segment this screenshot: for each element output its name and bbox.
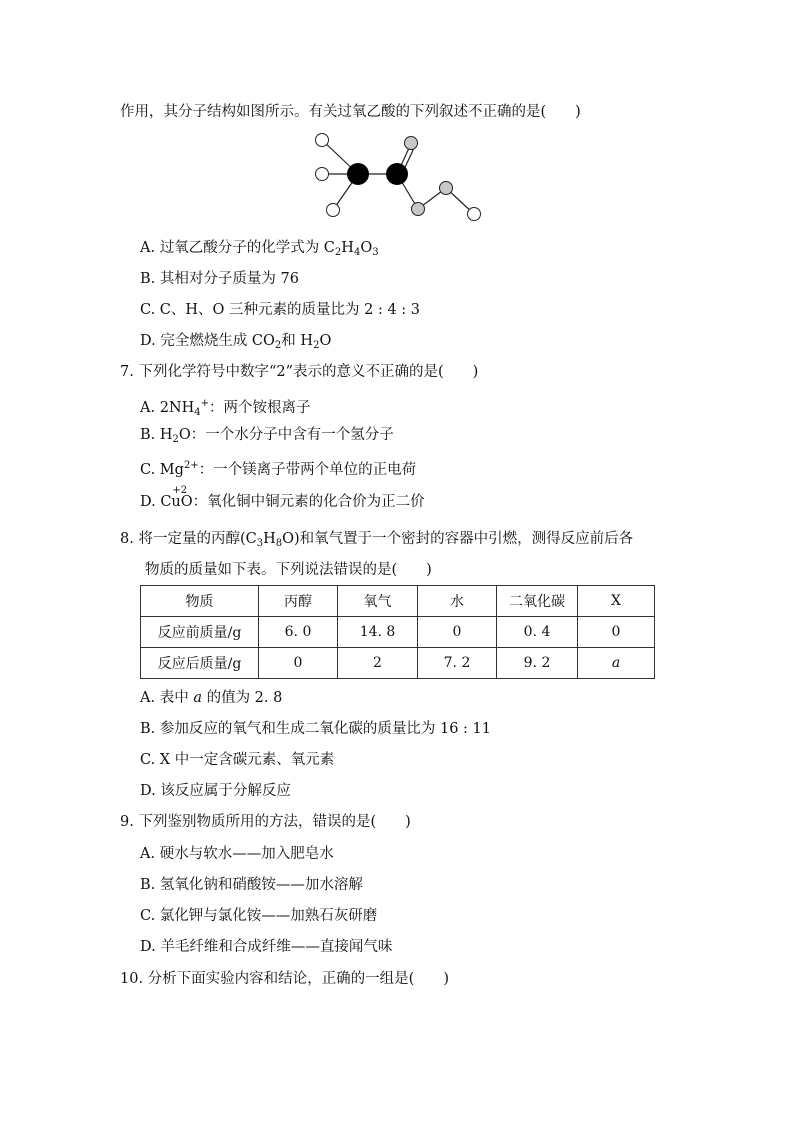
q7-option-a: A. $2NH_4^+$：两个铵根离子 — [140, 398, 311, 418]
q7-stem: 7. 下列化学符号中数字“2”表示的意义不正确的是( ) — [120, 364, 479, 380]
c-atom-1 — [347, 163, 369, 185]
table-cell: 0 — [578, 617, 655, 648]
intro-line: 作用，其分子结构如图所示。有关过氧乙酸的下列叙述不正确的是( ) — [120, 104, 581, 120]
table-cell: 9. 2 — [497, 648, 578, 679]
table-cell: 7. 2 — [418, 648, 497, 679]
table-row — [141, 617, 655, 648]
q9-option-b: B. 氢氧化钠和硝酸铵——加水溶解 — [140, 877, 363, 893]
table-header-cell: 二氧化碳 — [497, 586, 578, 617]
q8-option-c: C. X 中一定含碳元素、氧元素 — [140, 752, 335, 768]
q8-stem-line-1: 8. 将一定量的丙醇$(C_3H_8O)$和氧气置于一个密封的容器中引燃，测得反应前后各 — [120, 531, 634, 549]
table-cell: 0. 4 — [497, 617, 578, 648]
table-cell: 反应前质量/g — [141, 617, 259, 648]
table-cell: 0 — [259, 648, 338, 679]
q9-option-a: A. 硬水与软水——加入肥皂水 — [140, 846, 334, 862]
table-header-row — [141, 586, 655, 617]
table-cell: 反应后质量/g — [141, 648, 259, 679]
table-cell: 6. 0 — [259, 617, 338, 648]
q10-stem: 10. 分析下面实验内容和结论，正确的一组是( ) — [120, 971, 449, 987]
q8-stem-line-2: 物质的质量如下表。下列说法错误的是( ) — [145, 562, 432, 578]
h-atom-3 — [327, 204, 340, 217]
peracetic-acid-molecule-figure — [300, 130, 500, 230]
o-atom-1 — [405, 137, 418, 150]
o-atom-3 — [440, 182, 453, 195]
table-header-cell: 物质 — [141, 586, 259, 617]
table-header-cell: X — [578, 586, 655, 617]
q9-option-c: C. 氯化钾与氯化铵——加熟石灰研磨 — [140, 908, 378, 924]
q6-option-b: B. 其相对分子质量为 76 — [140, 271, 299, 287]
table-cell: 14. 8 — [338, 617, 418, 648]
table-header-cell: 氧气 — [338, 586, 418, 617]
q8-mass-table — [140, 585, 655, 679]
table-cell: a — [578, 648, 655, 679]
q7-option-c: C. $Mg^{2+}$：一个镁离子带两个单位的正电荷 — [140, 460, 417, 478]
table-cell: 0 — [418, 617, 497, 648]
table-header-cell: 水 — [418, 586, 497, 617]
q9-option-d: D. 羊毛纤维和合成纤维——直接闻气味 — [140, 939, 393, 955]
q9-stem: 9. 下列鉴别物质所用的方法，错误的是( ) — [120, 814, 411, 830]
q7-option-b: B. $H_2O$：一个水分子中含有一个氢分子 — [140, 427, 394, 445]
q6-option-d: D. 完全燃烧生成 $CO_2$和 $H_2O$ — [140, 333, 332, 351]
q7-option-d: D. C +2 uO：氧化铜中铜元素的化合价为正二价 — [140, 485, 425, 510]
h-atom-1 — [316, 134, 329, 147]
table-cell: 2 — [338, 648, 418, 679]
h-atom-4 — [468, 208, 481, 221]
table-row — [141, 648, 655, 679]
q6-option-c: C. C、H、O 三种元素的质量比为 2 : 4 : 3 — [140, 302, 421, 318]
q8-option-b: B. 参加反应的氧气和生成二氧化碳的质量比为 16 : 11 — [140, 721, 491, 737]
table-header-cell: 丙醇 — [259, 586, 338, 617]
q8-option-d: D. 该反应属于分解反应 — [140, 783, 291, 799]
q6-option-a: A. 过氧乙酸分子的化学式为 $C_2H_4O_3$ — [140, 240, 379, 258]
h-atom-2 — [316, 168, 329, 181]
q8-option-a: A. 表中 a 的值为 2. 8 — [140, 690, 283, 706]
c-atom-2 — [386, 163, 408, 185]
o-atom-2 — [412, 203, 425, 216]
